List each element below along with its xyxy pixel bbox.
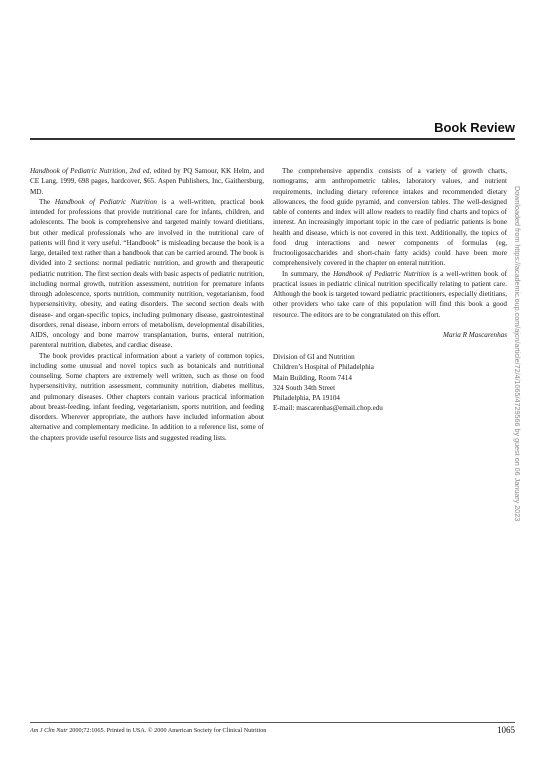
address-line: Division of GI and Nutrition — [273, 353, 355, 361]
address-line: Children’s Hospital of Philadelphia — [273, 363, 374, 372]
email-line: E-mail: mascarenhas@email.chop.edu — [273, 404, 383, 413]
review-paragraph-2: The book provides practical information about a variety of common topics, including some unusual and novel topics such as botanicals and nutritional counseling. Some chapters are extremely well written, such as those on food hypersensitivity, nutrition assessment, community nutrition, diabetes mellitus, and pulmonary diseases. Other chapters contain various practical information about breast-feeding, infant feeding, vegetarianism, sports nutrition, and feeding disorders. Wherever appropriate, the authors have included information about alternative and complementary medicine. In addition to a reference list, some of the chapters provide useful resource lists and suggested reading lists. — [30, 351, 264, 442]
reviewer-address — [273, 352, 507, 414]
right-column — [273, 166, 507, 414]
download-watermark: Downloaded from https://academic.oup.com/ajcn/article/72/4/1065/4729566 by guest on 06 January 2023 — [513, 186, 522, 522]
reviewer-signature: Maria R Mascarenhas — [443, 330, 507, 339]
book-citation — [30, 166, 264, 197]
p2-post: is a well-written, practical book intended for professions that provide nutritional care for infants, children, and adolescents. The book is comprehensive and targeted mainly toward dietitians, but other medical professionals who are involved in the nutritional care of patients will find it very useful. “Handbook” is misleading because the book is a large, detailed text rather than a handbook that can be carried around. The book is divided into 2 sections: normal pediatric nutrition, and growth and therapeutic pediatric nutrition. The first section deals with basic aspects of pediatric nutrition, including normal growth, nutrition assessment, nutrition for premature infants through adolescence, sports nutrition, community nutrition, vegetarianism, food hypersensitivity, obesity, and eating disorders. The second section deals with disease- and organ-specific topics, including pulmonary disease, gastrointestinal disorders, renal disease, inborn errors of metabolism, developmental disabilities, AIDS, oncology and bone marrow transplantation, burns, enteral nutrition, parenteral nutrition, diabetes, and cardiac disease. — [30, 197, 265, 350]
address-line: 324 South 34th Street — [273, 383, 336, 392]
footer-rule — [30, 722, 515, 723]
p5-pre: In summary, the — [282, 269, 334, 278]
section-title: Book Review — [434, 120, 515, 135]
p5-book-title: Handbook of Pediatric Nutrition — [333, 269, 430, 278]
footer-citation-text: 2000;72:1065. Printed in USA. © 2000 American Society for Clinical Nutrition — [67, 727, 267, 734]
p2-book-title: Handbook of Pediatric Nutrition — [54, 197, 157, 206]
journal-name: Am J Clin Nutr — [30, 727, 68, 734]
book-details: , edited by PQ Samour, KK Helm, and CE Lang, 1999, 698 pages, hardcover, $65. Aspen Publishers, Inc, Gaithersburg, MD. — [30, 167, 264, 196]
footer-citation — [30, 727, 266, 734]
header-rule — [30, 138, 515, 140]
p2-pre: The — [39, 197, 55, 206]
book-title: Handbook of Pediatric Nutrition, 2nd ed — [30, 167, 150, 175]
page-number: 1065 — [497, 725, 515, 735]
review-paragraph-1 — [30, 197, 264, 351]
left-column — [30, 166, 264, 443]
p5-post: is a well-written book of practical issues in pediatric clinical nutrition specifically relating to patient care. Although the book is targeted toward pediatric practitioners, especially dietitians, other providers who take care of this population will find this book a good resource. The editors are to be congratulated on this effort. — [273, 269, 507, 319]
review-paragraph-4 — [273, 269, 507, 320]
address-line: Main Building, Room 7414 — [273, 373, 352, 382]
review-paragraph-3: The comprehensive appendix consists of a variety of growth charts, nomograms, arm anthropometric tables, laboratory values, and nutrient requirements, including dietary reference intakes and recommended dietary allowances, the food guide pyramid, and conversion tables. The well-designed table of contents and index will allow readers to readily find charts and topics of interest. An increasingly important topic in the care of pediatric patients is bone health and disease, which is not covered in this text. Additionally, the topics of food drug interactions and newer components of formulas (eg, fructooligosaccharides and short-chain fatty acids) could have been more comprehensively covered in the chapter on enteral nutrition. — [273, 167, 507, 268]
address-line: Philadelphia, PA 19104 — [273, 394, 340, 402]
